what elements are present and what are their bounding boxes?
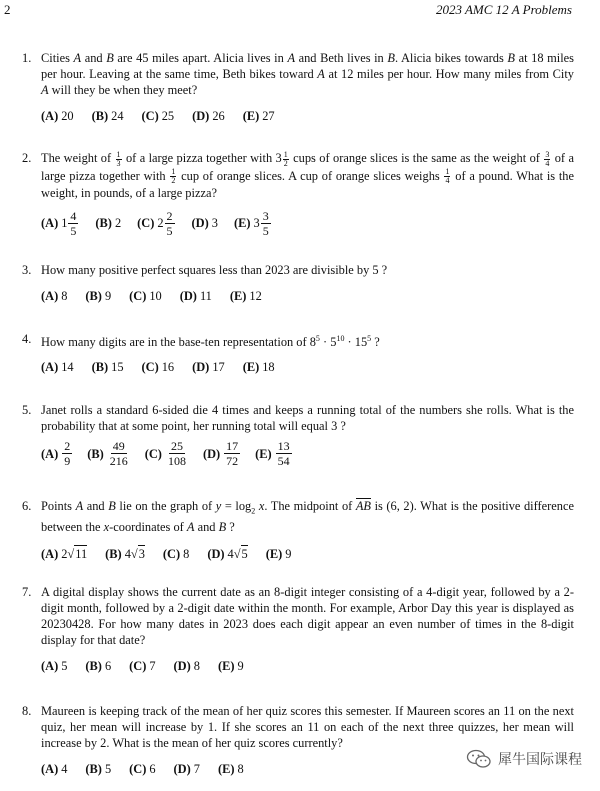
choice-d: (D) 26 xyxy=(192,109,225,123)
problem-text: How many positive perfect squares less than 2023 are divisible by 5 ? xyxy=(41,263,388,277)
problem-number: 5. xyxy=(22,403,32,417)
choice-e: (E) 8 xyxy=(217,762,244,776)
choice-e: (E) 18 xyxy=(242,360,275,375)
choice-e: (E) 3 $\frac{3}{5}$ xyxy=(233,209,269,239)
choice-c: (C) 7 xyxy=(129,659,156,673)
problem-number: 4. xyxy=(22,332,32,346)
answer-choices xyxy=(41,658,574,674)
choice-a: (A) 20 xyxy=(41,109,74,123)
answer-choices xyxy=(41,359,574,375)
fraction: $\frac{3}{4}$ xyxy=(545,149,550,168)
answer-choices xyxy=(41,210,574,237)
choice-d: (D) 8 xyxy=(173,659,200,673)
problem-4 xyxy=(22,331,574,375)
choice-b: (B) 4 √ 3 xyxy=(105,546,145,562)
problem-text: The weight of $\frac{1}{3}$ of a large pizza together with 3 $\frac{1}{2}$ cups of orange slices is the same as the weight of $\frac{3}{4}$ of a large pizza together with $\frac{1}{2}$ cup of orange slices. A cup of orange slices weighs $\frac{1}{4}$ of a pound. What is the weight, in pounds, of a large pizza? xyxy=(41,149,574,201)
fraction: $\frac{1}{4}$ xyxy=(445,167,450,186)
problem-1 xyxy=(22,50,574,124)
choice-d: (D) 3 xyxy=(191,216,218,231)
answer-choices xyxy=(41,545,574,562)
problem-6 xyxy=(22,498,574,562)
choice-d: (D) 4 √ 5 xyxy=(207,546,248,562)
fraction: $\frac{1}{3}$ xyxy=(116,149,121,168)
watermark-text: 犀牛国际课程 xyxy=(498,752,582,768)
choice-b: (B) 2 xyxy=(95,216,122,231)
choice-b: (B) 15 xyxy=(91,360,124,375)
choice-a: (A) $\frac{2}{9}$ xyxy=(41,439,71,468)
problem-3 xyxy=(22,262,574,304)
page-header-title: 2023 AMC 12 A Problems xyxy=(435,2,572,17)
choice-d: (D) 7 xyxy=(173,762,200,776)
choice-e: (E) 9 xyxy=(265,546,292,561)
choice-a: (A) 2 √ 11 xyxy=(41,546,88,562)
choice-c: (C) 16 xyxy=(141,360,175,375)
choice-e: (E) 12 xyxy=(229,289,262,303)
choice-c: (C) 6 xyxy=(129,762,156,776)
choice-d: (D) $\frac{17}{72}$ xyxy=(202,439,239,468)
choice-a: (A) 5 xyxy=(41,659,68,673)
page-number: 2 xyxy=(4,2,11,17)
choice-e: (E) $\frac{13}{54}$ xyxy=(255,439,290,468)
problem-number: 7. xyxy=(22,585,32,599)
answer-choices xyxy=(41,108,574,124)
watermark xyxy=(466,749,582,769)
choice-b: (B) 6 xyxy=(85,659,112,673)
choice-e: (E) 9 xyxy=(217,659,244,673)
choice-b: (B) 9 xyxy=(85,289,112,303)
choice-c: (C) 25 xyxy=(141,109,175,123)
problem-text: Maureen is keeping track of the mean of her quiz scores this semester. If Maureen scores an 11 on the next quiz, her mean will increase by 1. If she scores an 11 on each of the next three quizzes, her mean will increase by 2. What is the mean of her quiz scores currently? xyxy=(41,704,574,750)
fraction: $\frac{1}{2}$ xyxy=(171,167,176,186)
choice-e: (E) 27 xyxy=(242,109,275,123)
fraction: $\frac{1}{2}$ xyxy=(283,149,288,168)
choice-b: (B) 24 xyxy=(91,109,124,123)
choice-c: (C) 10 xyxy=(129,289,162,303)
problem-2 xyxy=(22,150,574,237)
problem-number: 6. xyxy=(22,499,32,513)
problem-number: 3. xyxy=(22,263,32,277)
answer-choices xyxy=(41,440,574,467)
problem-number: 8. xyxy=(22,704,32,718)
problem-text: Janet rolls a standard 6-sided die 4 times and keeps a running total of the numbers she rolls. What is the probability that at some point, her running total will equal 3 ? xyxy=(41,403,574,433)
wechat-icon xyxy=(466,749,492,769)
choice-b: (B) $\frac{49}{216}$ xyxy=(87,439,128,468)
choice-c: (C) 2 $\frac{2}{5}$ xyxy=(137,209,173,239)
problem-5 xyxy=(22,402,574,467)
choice-a: (A) 14 xyxy=(41,360,74,375)
choice-b: (B) 5 xyxy=(85,762,112,776)
problem-text: Points A and B lie on the graph of $y = \log_2 x$. The midpoint of AB is (6, 2). What is the positive difference between the x-coordinates of A and B ? xyxy=(41,499,574,535)
choice-c: (C) 8 xyxy=(162,546,190,561)
choice-d: (D) 17 xyxy=(192,360,225,375)
choice-a: (A) 4 xyxy=(41,762,68,776)
answer-choices xyxy=(41,288,574,304)
problem-text: A digital display shows the current date as an 8-digit integer consisting of a 4-digit year, followed by a 2-digit month, followed by a 2-digit date within the month. For example, Arbor Day this year is displayed as 20230428. For how many dates in 2023 does each digit appear an even number of times in the 8-digit display for that date? xyxy=(41,585,574,647)
problem-text: How many digits are in the base-ten representation of $8^5 \cdot 5^{10} \cdot 15^5$ ? xyxy=(41,334,380,350)
problem-number: 2. xyxy=(22,151,32,165)
choice-a: (A) 1 $\frac{4}{5}$ xyxy=(41,209,77,239)
choice-a: (A) 8 xyxy=(41,289,68,303)
problem-7 xyxy=(22,584,574,674)
choice-d: (D) 11 xyxy=(179,289,212,303)
problem-text: Cities A and B are 45 miles apart. Alicia lives in A and Beth lives in B. Alicia bikes towards B at 18 miles per hour. Leaving at the same time, Beth bikes toward A at 12 miles per hour. How many miles from City A will they be when they meet? xyxy=(41,51,574,97)
choice-c: (C) $\frac{25}{108}$ xyxy=(144,439,186,468)
problem-number: 1. xyxy=(22,51,32,65)
